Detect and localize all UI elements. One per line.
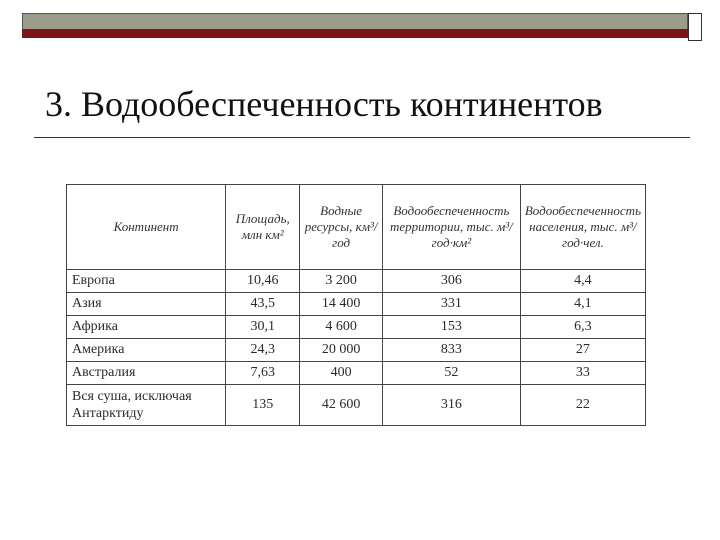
table-row (67, 293, 646, 316)
cell-continent: Европа (67, 270, 226, 293)
slide-title: 3. Водообеспеченность континентов (45, 84, 603, 124)
cell-territory: 306 (382, 270, 520, 293)
cell-resources: 14 400 (300, 293, 383, 316)
cell-resources: 400 (300, 362, 383, 385)
cell-resources: 4 600 (300, 316, 383, 339)
cell-territory: 52 (382, 362, 520, 385)
header-area: Площадь, млн км² (226, 185, 300, 270)
cell-resources: 3 200 (300, 270, 383, 293)
cell-resources: 20 000 (300, 339, 383, 362)
cell-continent: Австралия (67, 362, 226, 385)
cell-population: 6,3 (520, 316, 645, 339)
cell-population: 27 (520, 339, 645, 362)
cell-territory: 833 (382, 339, 520, 362)
cell-territory: 316 (382, 385, 520, 426)
cell-resources: 42 600 (300, 385, 383, 426)
cell-area: 10,46 (226, 270, 300, 293)
cell-area: 24,3 (226, 339, 300, 362)
cell-continent: Азия (67, 293, 226, 316)
table-row-total (67, 385, 646, 426)
header-population-supply: Водообеспеченность населения, тыс. м³/ год·чел. (520, 185, 645, 270)
title-divider (34, 137, 690, 138)
header-decor-bar (22, 13, 688, 30)
table-row (67, 339, 646, 362)
cell-population: 22 (520, 385, 645, 426)
cell-continent: Америка (67, 339, 226, 362)
water-supply-table (66, 184, 646, 426)
cell-continent: Африка (67, 316, 226, 339)
cell-territory: 153 (382, 316, 520, 339)
cell-territory: 331 (382, 293, 520, 316)
cell-area: 7,63 (226, 362, 300, 385)
header-accent-stripe (22, 29, 688, 38)
cell-area: 30,1 (226, 316, 300, 339)
cell-population: 33 (520, 362, 645, 385)
cell-area: 43,5 (226, 293, 300, 316)
table-row (67, 270, 646, 293)
cell-area: 135 (226, 385, 300, 426)
cell-population: 4,1 (520, 293, 645, 316)
cell-population: 4,4 (520, 270, 645, 293)
header-continent: Континент (67, 185, 226, 270)
header-water-resources: Водные ресурсы, км³/год (300, 185, 383, 270)
table-header-row (67, 185, 646, 270)
table-row (67, 362, 646, 385)
header-territory-supply: Водообеспеченность территории, тыс. м³/ год·км² (382, 185, 520, 270)
table-row (67, 316, 646, 339)
cell-continent: Вся суша, исключая Антарктиду (67, 385, 226, 426)
header-corner-box (688, 13, 702, 41)
